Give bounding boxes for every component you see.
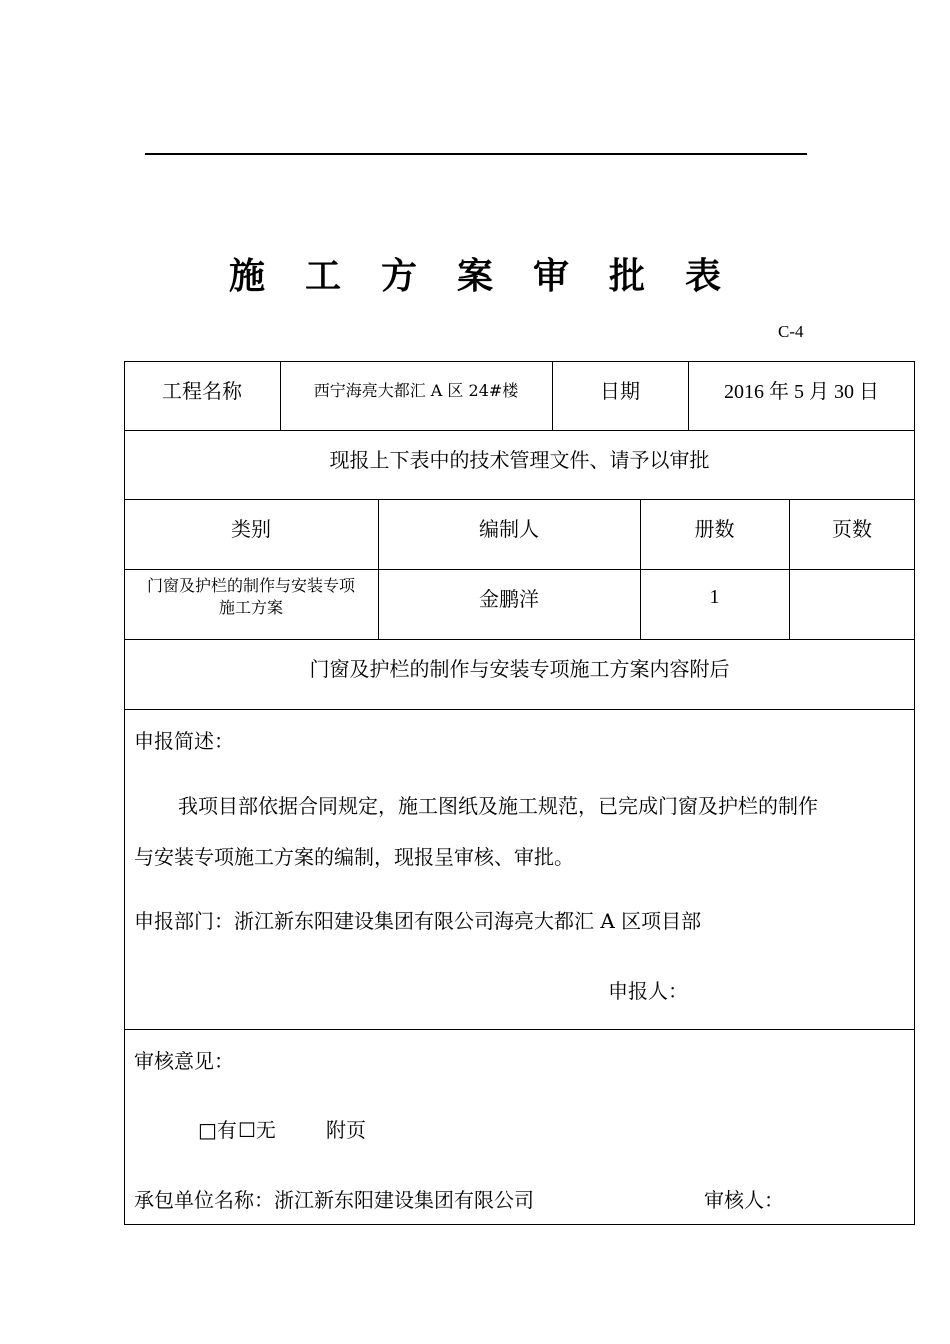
- form-code: C-4: [778, 322, 804, 341]
- declaration-label: 申报简述：: [134, 729, 234, 753]
- volumes-cell: 1: [709, 585, 720, 608]
- declaration-body-line-2: 与安装专项施工方案的编制，现报呈审核、审批。: [134, 845, 574, 869]
- project-name-label: 工程名称: [162, 378, 242, 403]
- applicant-signature-label: 申报人：: [608, 979, 688, 1003]
- category-line-2: 施工方案: [218, 598, 283, 617]
- header-author: 编制人: [479, 516, 539, 541]
- declaring-department: 申报部门：浙江新东阳建设集团有限公司海亮大都汇 A 区项目部: [134, 909, 702, 933]
- pages-cell: [789, 569, 915, 625]
- attachment-label: 附页: [326, 1118, 366, 1142]
- declaration-body-line-1: 我项目部依据合同规定，施工图纸及施工规范，已完成门窗及护栏的制作: [178, 794, 818, 818]
- date-value: 2016 年 5 月 30 日: [724, 380, 879, 403]
- reviewer-signature-label: 审核人：: [704, 1188, 784, 1212]
- contractor-name: 承包单位名称：浙江新东阳建设集团有限公司: [134, 1188, 534, 1212]
- submission-note: 现报上下表中的技术管理文件、请予以审批: [329, 447, 710, 472]
- option-yes-checkbox[interactable]: □有: [198, 1118, 237, 1142]
- row-divider: [124, 709, 915, 710]
- author-cell: 金鹏洋: [479, 586, 539, 611]
- row-divider: [124, 1029, 915, 1030]
- category-line-1: 门窗及护栏的制作与安装专项: [146, 576, 355, 595]
- option-no-checkbox[interactable]: ☐无: [238, 1118, 276, 1142]
- form-title: 施工方案审批表: [228, 256, 761, 297]
- review-label: 审核意见：: [134, 1049, 234, 1073]
- top-rule: [145, 153, 807, 155]
- header-pages: 页数: [832, 516, 872, 541]
- date-label: 日期: [600, 378, 640, 403]
- project-name-value: 西宁海亮大都汇 A 区 24#楼: [313, 380, 519, 400]
- category-cell: [124, 569, 378, 625]
- header-category: 类别: [231, 516, 271, 541]
- header-volumes: 册数: [694, 516, 735, 541]
- content-attached-note: 门窗及护栏的制作与安装专项施工方案内容附后: [309, 656, 730, 681]
